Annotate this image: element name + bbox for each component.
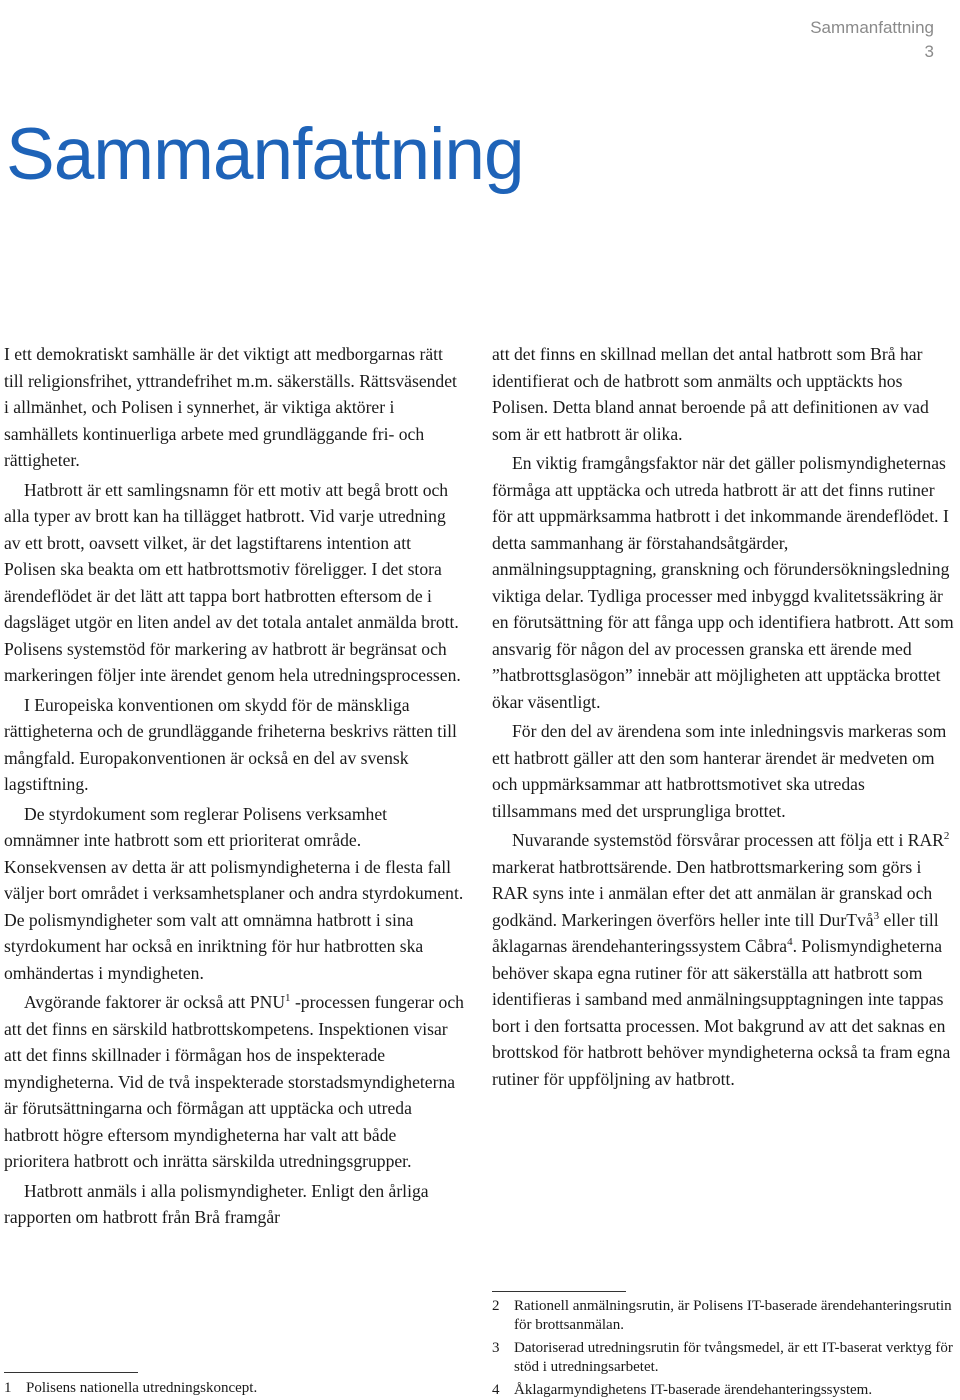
footnote-ref-2[interactable]: 2 bbox=[943, 830, 950, 842]
footnote-rule-left bbox=[4, 1372, 138, 1373]
footnote-ref-3[interactable]: 3 bbox=[873, 909, 880, 922]
body-paragraph: Hatbrott är ett samlingsnamn för ett motiv att begå brott och alla typer av brott kan ha tillägget hatbrott. Vid varje utredning av ett brott, oavsett vilket, är det lagstiftarens intention att Polisen ska beakta om ett hatbrottsmotiv föreligger. I det stora ärendeflödet är det lätt att tappa bort hatbrotten eftersom de i dagsläget utgör en liten andel av det totala antalet anmälda brott. Polisens systemstöd för markering av hatbrott är begränsat och markeringen följer inte ärendet genom hela utredningsprocessen. bbox=[4, 479, 461, 685]
left-column bbox=[4, 341, 466, 1231]
text-run: Avgörande faktorer är också att PNU bbox=[24, 992, 286, 1012]
body-paragraph: I Europeiska konventionen om skydd för de mänskliga rättigheterna och de grundläggande friheterna beskrivs rätten till mångfald. Europakonventionen är också en del av svensk lagstiftning. bbox=[4, 694, 457, 794]
running-header bbox=[810, 16, 934, 64]
text-run: . Polismyndigheterna behöver skapa egna rutiner för att säkerställa att hatbrott som identifieras i samband med anmälningsupptagningen inte tappas bort i den fortsatta processen. Mot bakgrund av att det saknas en brottskod för hatbrott behöver myndigheterna också ta fram egna rutiner för uppföljning av hatbrott. bbox=[492, 936, 951, 1089]
body-paragraph: De styrdokument som reglerar Polisens verksamhet omnämner inte hatbrott som ett prioriterat område. Konsekvensen av detta är att polismyndigheterna i de flesta fall väljer bort området i verksamhetsplaner och andra styrdokument. De polismyndigheter som valt att omnämna hatbrott i sina styrdokument har också en inriktning för hur hatbrotten ska omhändertas i myndigheten. bbox=[4, 803, 464, 983]
body-paragraph: En viktig framgångsfaktor när det gäller polismyndigheternas förmåga att upptäcka och utreda hatbrott är att det finns rutiner för att uppmärksamma hatbrott i det inkommande ärendeflödet. I detta sammanhang är förstahandsåtgärder, anmälningsupptagning, granskning och förundersökningsledning viktiga delar. Tydliga processer med inbyggd kvalitetssäkring är en förutsättning för att fånga upp och identifiera hatbrott. Att som ansvarig för någon del av processen granska ett ärende med ”hatbrottsglasögon” innebär att möjligheten att upptäcka brottet ökar väsentligt. bbox=[492, 453, 954, 712]
footnote-text: Datoriserad utredningsrutin för tvångsmedel, är ett IT-baserat verktyg för stöd i utredningsarbetet. bbox=[514, 1340, 953, 1375]
footnote-rule-right bbox=[492, 1291, 626, 1292]
text-run: markerat hatbrottsärende. Den hatbrottsmarkering som görs i RAR syns inte i anmälan efter det att anmälan är granskad och godkänd. Markeringen överförs heller inte till DurTvå bbox=[492, 856, 933, 930]
footnote-ref-4[interactable]: 4 bbox=[787, 936, 793, 948]
footnote-text: Åklagarmyndighetens IT-baserade ärendehanteringssystem. bbox=[514, 1382, 873, 1398]
footnote bbox=[492, 1339, 954, 1377]
text-run: Nuvarande systemstöd försvårar processen att följa ett i RAR bbox=[512, 830, 944, 850]
text-run: eller till åklagarnas ärendehanteringssystem Cåbra bbox=[492, 909, 939, 956]
footnote-text: Rationell anmälningsrutin, är Polisens IT-baserade ärendehanteringsrutin för brottsanmälan. bbox=[514, 1298, 952, 1333]
intro-paragraph: I ett demokratiskt samhälle är det viktigt att medborgarnas rätt till religionsfrihet, yttrandefrihet m.m. säkerställs. Rättsväsendet i allmänhet, och Polisen i synnerhet, är viktiga aktörer i samhällets kontinuerliga arbete med grundläggande fri- och rättigheter. bbox=[4, 344, 457, 470]
page-title: Sammanfattning bbox=[6, 114, 524, 195]
footnote-number: 2 bbox=[492, 1298, 500, 1314]
footnote-number: 4 bbox=[492, 1382, 500, 1398]
body-paragraph: För den del av ärendena som inte inledningsvis markeras som ett hatbrott gäller att den som hanterar ärendet är medveten om och uppmärksammar att hatbrottsmotivet ska utredas tillsammans med det ursprungliga brottet. bbox=[492, 721, 947, 821]
text-run: -processen fungerar och att det finns en särskild hatbrottskompetens. Inspektionen visar att det finns skillnader i förmågan hos de inspekterade myndigheterna. Vid de två inspekterade storstadsmyndigheterna är förutsättningarna och förmågan att upptäcka och utreda hatbrott högre eftersom myndigheterna har valt att både prioritera hatbrott och inrätta särskilda utredningsgrupper. bbox=[4, 992, 464, 1171]
right-column bbox=[492, 341, 954, 1092]
footnotes-left bbox=[4, 1379, 464, 1398]
body-paragraph bbox=[4, 989, 466, 1175]
body-paragraph: att det finns en skillnad mellan det antal hatbrott som Brå har identifierat och de hatbrott som anmälts och upptäckts hos Polisen. Detta bland annat beroende på att definitionen av vad som är ett hatbrott är olika. bbox=[492, 344, 929, 444]
page-number: 3 bbox=[924, 42, 934, 61]
footnote bbox=[4, 1379, 464, 1398]
footnotes-right bbox=[492, 1297, 954, 1400]
footnote-number: 3 bbox=[492, 1340, 500, 1356]
running-header-section: Sammanfattning bbox=[810, 18, 934, 37]
footnote bbox=[492, 1381, 954, 1400]
footnote bbox=[492, 1297, 954, 1335]
footnote-ref-1[interactable]: 1 bbox=[285, 992, 291, 1004]
body-paragraph: Hatbrott anmäls i alla polismyndigheter. Enligt den årliga rapporten om hatbrott från Brå framgår bbox=[4, 1180, 429, 1227]
footnote-text: Polisens nationella utredningskoncept. bbox=[26, 1380, 258, 1396]
footnote-number: 1 bbox=[4, 1380, 12, 1396]
body-paragraph bbox=[492, 827, 954, 1092]
